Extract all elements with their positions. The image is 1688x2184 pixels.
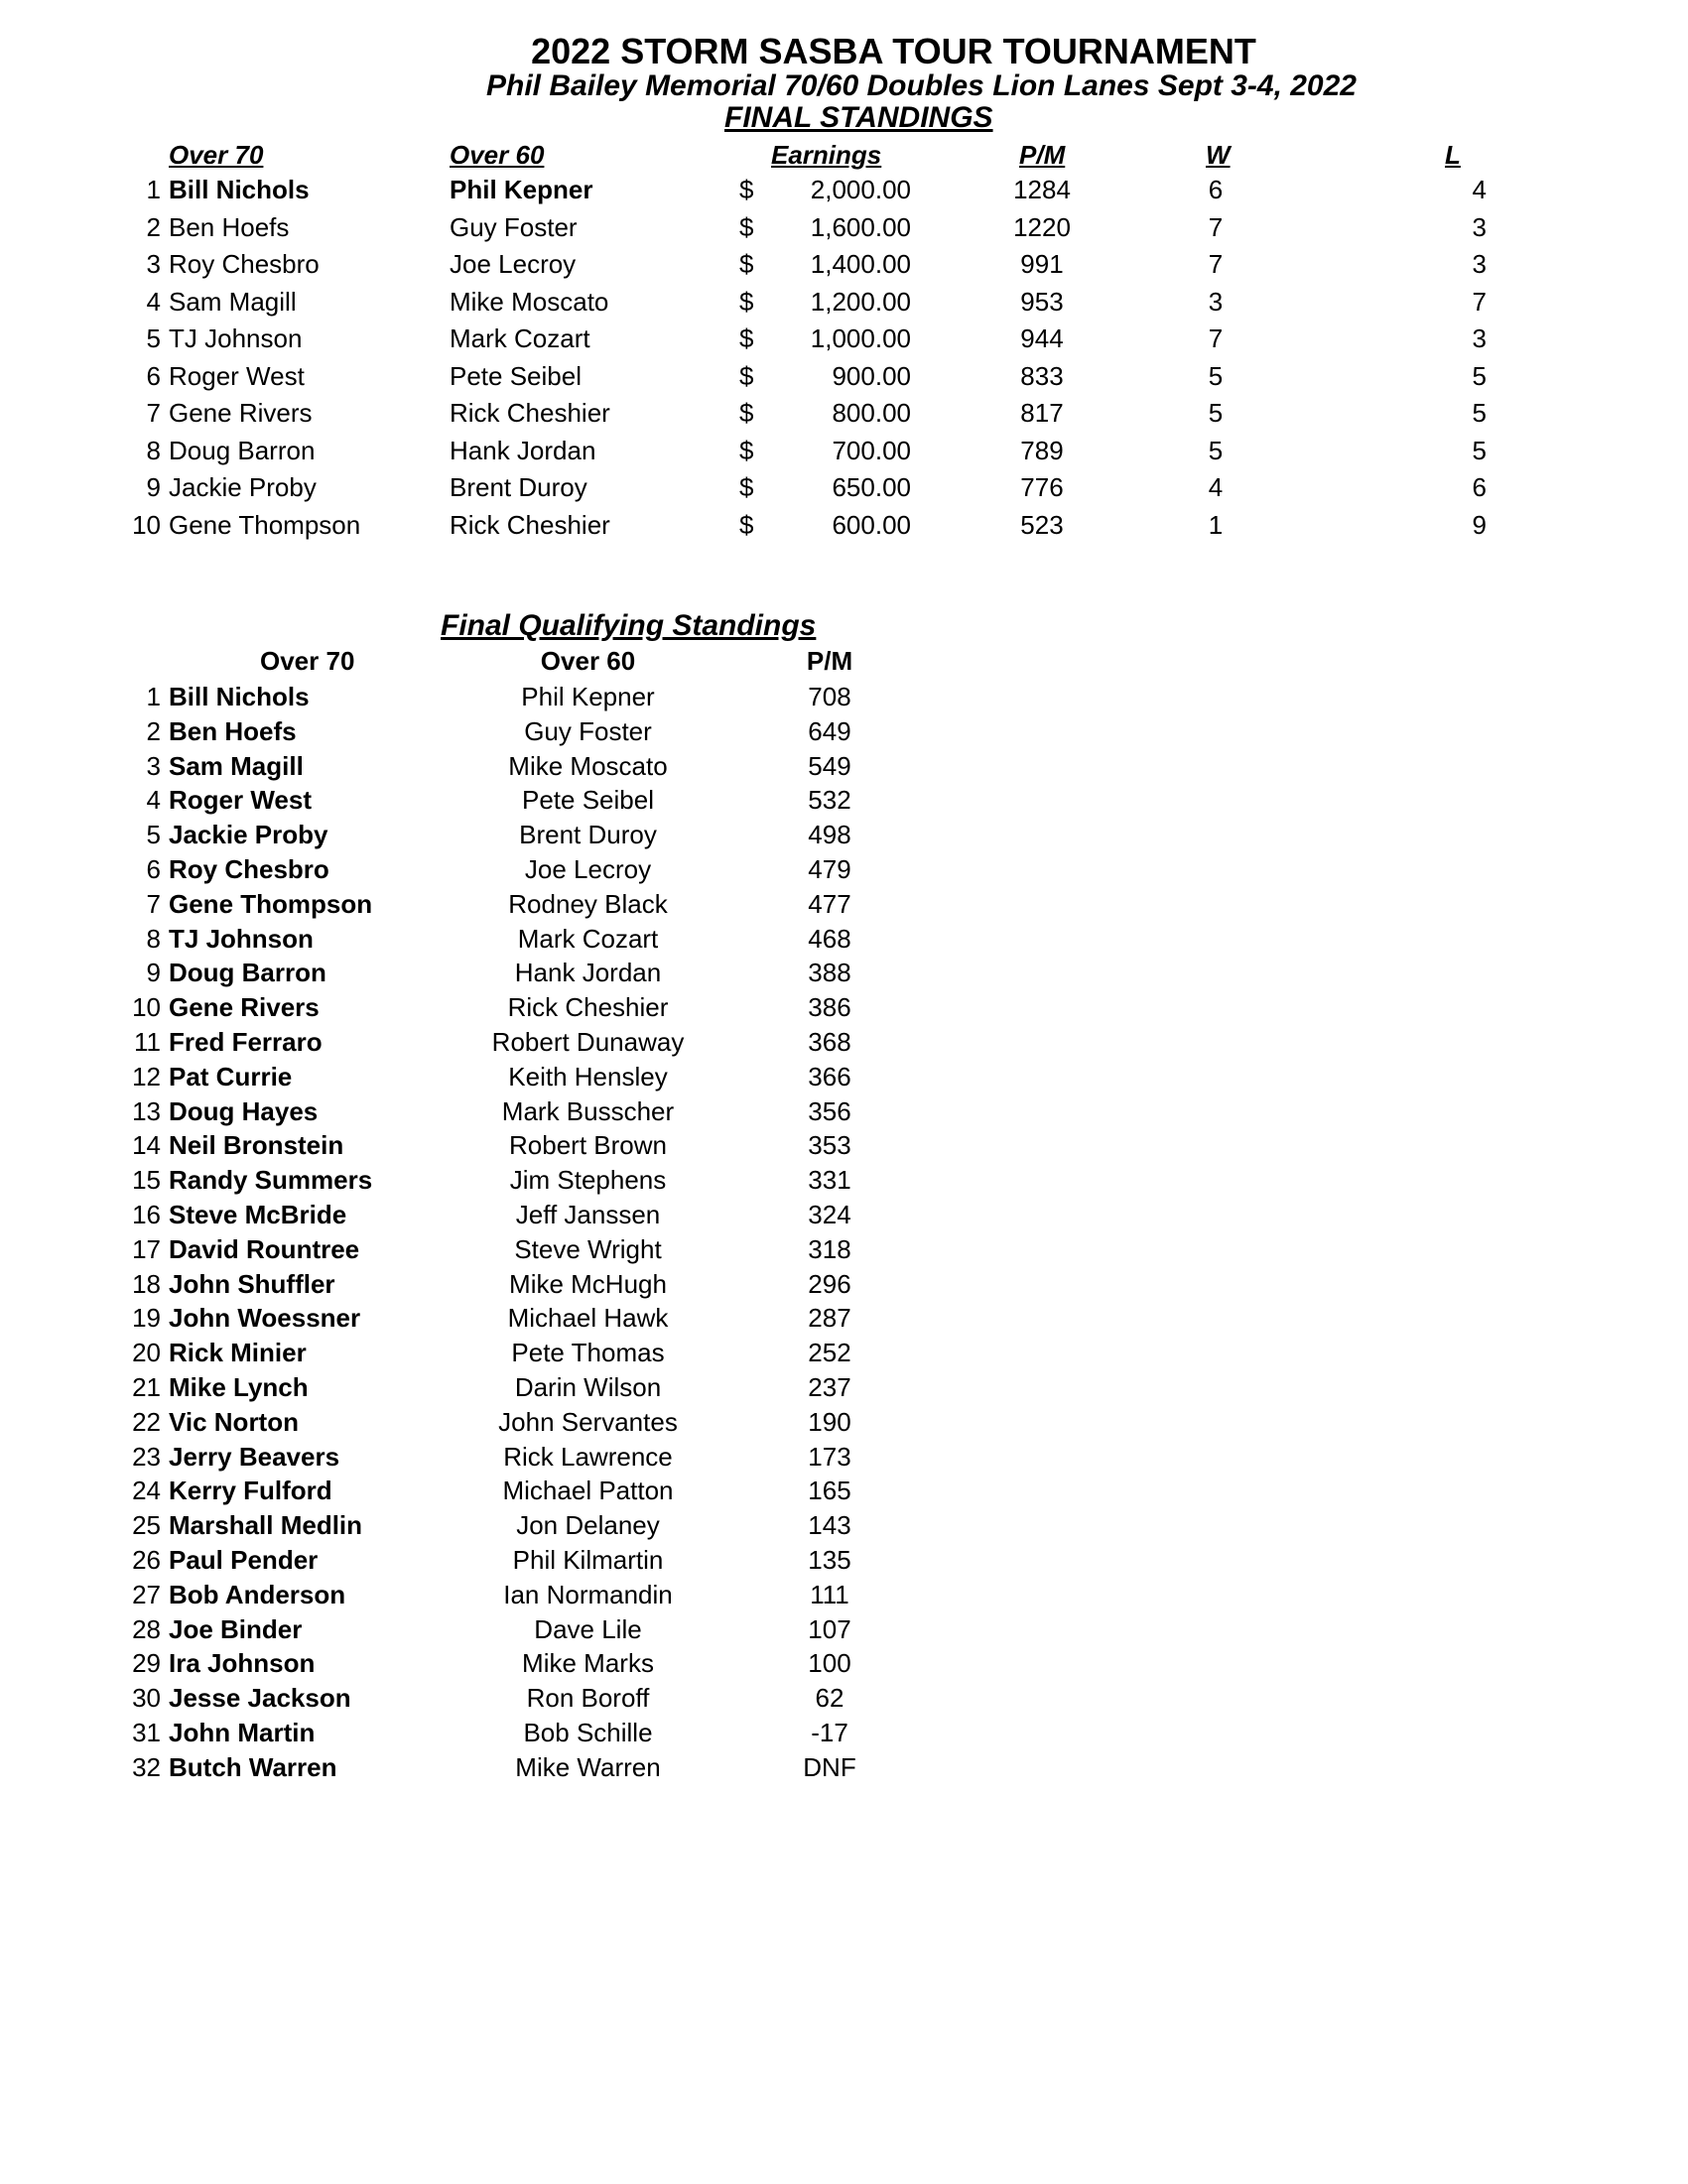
over70-cell: Sam Magill bbox=[169, 286, 297, 317]
table-row bbox=[0, 1025, 893, 1060]
rank-cell: 31 bbox=[132, 1718, 161, 1747]
table-row bbox=[0, 714, 893, 749]
rank-cell: 12 bbox=[132, 1061, 161, 1092]
over70-cell: Joe Binder bbox=[169, 1613, 303, 1644]
over70-cell: Jesse Jackson bbox=[169, 1683, 351, 1714]
over60-cell: John Servantes bbox=[498, 1406, 678, 1437]
col-header-w: W bbox=[1206, 140, 1231, 170]
over70-cell: Kerry Fulford bbox=[169, 1476, 332, 1506]
pm-cell: 388 bbox=[808, 958, 851, 988]
over60-cell: Rick Cheshier bbox=[507, 992, 669, 1023]
q-col-header-over70: Over 70 bbox=[260, 646, 355, 676]
over60-cell: Hank Jordan bbox=[514, 958, 662, 988]
over60-cell: Jon Delaney bbox=[516, 1510, 660, 1541]
rank-cell: 8 bbox=[146, 435, 161, 465]
over70-cell: Bill Nichols bbox=[169, 175, 310, 204]
over70-cell: John Shuffler bbox=[169, 1268, 335, 1299]
rank-cell: 21 bbox=[132, 1372, 161, 1402]
rank-cell: 6 bbox=[146, 360, 161, 391]
table-row bbox=[0, 1750, 893, 1785]
pm-cell: 62 bbox=[815, 1683, 844, 1714]
final-standings-heading: FINAL STANDINGS bbox=[724, 101, 993, 134]
wins-cell: 5 bbox=[1208, 435, 1224, 465]
over60-cell: Rodney Black bbox=[508, 888, 668, 919]
currency-cell: $ bbox=[739, 398, 754, 428]
rank-cell: 28 bbox=[132, 1613, 161, 1644]
over70-cell: Marshall Medlin bbox=[169, 1510, 363, 1541]
table-row bbox=[0, 1474, 893, 1508]
over70-cell: Sam Magill bbox=[169, 750, 304, 781]
over60-cell: Dave Lile bbox=[534, 1613, 642, 1644]
over70-cell: Fred Ferraro bbox=[169, 1027, 323, 1057]
over60-cell: Pete Thomas bbox=[511, 1338, 665, 1368]
rank-cell: 19 bbox=[132, 1303, 161, 1334]
over70-cell: Bob Anderson bbox=[169, 1579, 346, 1609]
table-row bbox=[0, 1336, 893, 1370]
over70-cell: Gene Thompson bbox=[169, 888, 373, 919]
pm-cell: 111 bbox=[810, 1579, 849, 1609]
pm-cell: 532 bbox=[808, 785, 851, 816]
rank-cell: 25 bbox=[132, 1510, 161, 1541]
rank-cell: 14 bbox=[132, 1130, 161, 1161]
over60-cell: Mark Busscher bbox=[501, 1095, 675, 1126]
rank-cell: 26 bbox=[132, 1545, 161, 1575]
rank-cell: 3 bbox=[146, 249, 161, 279]
over70-cell: Rick Minier bbox=[169, 1338, 307, 1368]
currency-cell: $ bbox=[739, 323, 754, 353]
pm-cell: 173 bbox=[808, 1441, 851, 1472]
wins-cell: 7 bbox=[1208, 323, 1224, 353]
wins-cell: 6 bbox=[1208, 175, 1224, 204]
over60-cell: Brent Duroy bbox=[450, 472, 587, 502]
pm-cell: 549 bbox=[808, 750, 851, 781]
q-col-header-pm: P/M bbox=[806, 646, 853, 676]
losses-cell: 3 bbox=[1472, 211, 1487, 242]
over70-cell: Doug Barron bbox=[169, 435, 316, 465]
pm-cell: 356 bbox=[808, 1095, 851, 1126]
over70-cell: Randy Summers bbox=[169, 1165, 373, 1196]
col-header-over70: Over 70 bbox=[169, 140, 264, 170]
table-row bbox=[0, 1163, 893, 1198]
losses-cell: 5 bbox=[1472, 360, 1487, 391]
over70-cell: John Woessner bbox=[169, 1303, 361, 1334]
pm-cell: 833 bbox=[1020, 360, 1064, 391]
rank-cell: 7 bbox=[146, 398, 161, 428]
over60-cell: Ron Boroff bbox=[526, 1683, 650, 1714]
earnings-cell: 650.00 bbox=[832, 472, 911, 502]
losses-cell: 3 bbox=[1472, 323, 1487, 353]
rank-cell: 7 bbox=[146, 888, 161, 919]
earnings-cell: 2,000.00 bbox=[810, 175, 911, 204]
wins-cell: 5 bbox=[1208, 398, 1224, 428]
currency-cell: $ bbox=[739, 211, 754, 242]
over70-cell: John Martin bbox=[169, 1718, 316, 1747]
over70-cell: Jackie Proby bbox=[169, 820, 328, 850]
over60-cell: Brent Duroy bbox=[519, 820, 657, 850]
rank-cell: 23 bbox=[132, 1441, 161, 1472]
pm-cell: 498 bbox=[808, 820, 851, 850]
pm-cell: 368 bbox=[808, 1027, 851, 1057]
rank-cell: 10 bbox=[132, 509, 161, 540]
wins-cell: 4 bbox=[1208, 472, 1224, 502]
table-row bbox=[0, 990, 893, 1025]
table-row bbox=[0, 1267, 893, 1302]
table-row bbox=[0, 887, 893, 922]
pm-cell: 100 bbox=[808, 1648, 851, 1679]
currency-cell: $ bbox=[739, 175, 754, 204]
table-row bbox=[0, 1232, 893, 1267]
table-row bbox=[0, 395, 1688, 433]
col-header-l: L bbox=[1445, 140, 1461, 170]
wins-cell: 7 bbox=[1208, 211, 1224, 242]
pm-cell: 252 bbox=[808, 1338, 851, 1368]
over60-cell: Steve Wright bbox=[514, 1233, 662, 1264]
over70-cell: Ira Johnson bbox=[169, 1648, 316, 1679]
table-row bbox=[0, 749, 893, 784]
over60-cell: Michael Hawk bbox=[507, 1303, 669, 1334]
pm-cell: 165 bbox=[808, 1476, 851, 1506]
table-row bbox=[0, 1301, 893, 1336]
over60-cell: Joe Lecroy bbox=[524, 854, 652, 884]
table-row bbox=[0, 172, 1688, 209]
table-row bbox=[0, 284, 1688, 321]
pm-cell: 817 bbox=[1020, 398, 1064, 428]
over60-cell: Keith Hensley bbox=[508, 1061, 668, 1092]
rank-cell: 32 bbox=[132, 1751, 161, 1782]
rank-cell: 30 bbox=[132, 1683, 161, 1714]
pm-cell: 135 bbox=[808, 1545, 851, 1575]
pm-cell: 237 bbox=[808, 1372, 851, 1402]
rank-cell: 15 bbox=[132, 1165, 161, 1196]
over70-cell: TJ Johnson bbox=[169, 923, 314, 954]
over60-cell: Joe Lecroy bbox=[450, 249, 577, 279]
table-row bbox=[0, 1198, 893, 1232]
over60-cell: Mike Moscato bbox=[508, 750, 668, 781]
rank-cell: 2 bbox=[146, 211, 161, 242]
losses-cell: 5 bbox=[1472, 435, 1487, 465]
over70-cell: Neil Bronstein bbox=[169, 1130, 344, 1161]
over60-cell: Michael Patton bbox=[502, 1476, 674, 1506]
table-row bbox=[0, 1543, 893, 1578]
rank-cell: 6 bbox=[146, 854, 161, 884]
earnings-cell: 1,000.00 bbox=[810, 323, 911, 353]
table-row bbox=[0, 1646, 893, 1681]
over70-cell: Roy Chesbro bbox=[169, 249, 320, 279]
rank-cell: 22 bbox=[132, 1406, 161, 1437]
over60-cell: Robert Dunaway bbox=[491, 1027, 685, 1057]
table-row bbox=[0, 852, 893, 887]
over70-cell: Roger West bbox=[169, 360, 305, 391]
wins-cell: 1 bbox=[1208, 509, 1224, 540]
over60-cell: Hank Jordan bbox=[450, 435, 596, 465]
over70-cell: Paul Pender bbox=[169, 1545, 319, 1575]
pm-cell: 353 bbox=[808, 1130, 851, 1161]
rank-cell: 17 bbox=[132, 1233, 161, 1264]
table-row bbox=[0, 433, 1688, 470]
losses-cell: 7 bbox=[1472, 286, 1487, 317]
rank-cell: 5 bbox=[146, 820, 161, 850]
pm-cell: 190 bbox=[808, 1406, 851, 1437]
currency-cell: $ bbox=[739, 472, 754, 502]
over70-cell: Ben Hoefs bbox=[169, 211, 290, 242]
q-col-header-over60: Over 60 bbox=[540, 646, 636, 676]
pm-cell: 1284 bbox=[1013, 175, 1071, 204]
currency-cell: $ bbox=[739, 435, 754, 465]
table-row bbox=[0, 783, 893, 818]
over70-cell: Roy Chesbro bbox=[169, 854, 329, 884]
pm-cell: 649 bbox=[808, 715, 851, 746]
currency-cell: $ bbox=[739, 509, 754, 540]
table-row bbox=[0, 321, 1688, 358]
table-row bbox=[0, 680, 893, 714]
table-row bbox=[0, 1060, 893, 1094]
over70-cell: Gene Rivers bbox=[169, 398, 313, 428]
col-header-earnings: Earnings bbox=[771, 140, 882, 170]
earnings-cell: 1,400.00 bbox=[810, 249, 911, 279]
pm-cell: 953 bbox=[1020, 286, 1064, 317]
earnings-cell: 900.00 bbox=[832, 360, 911, 391]
pm-cell: 318 bbox=[808, 1233, 851, 1264]
over70-cell: Bill Nichols bbox=[169, 682, 310, 711]
rank-cell: 20 bbox=[132, 1338, 161, 1368]
rank-cell: 9 bbox=[146, 958, 161, 988]
over70-cell: Roger West bbox=[169, 785, 312, 816]
earnings-cell: 1,200.00 bbox=[810, 286, 911, 317]
rank-cell: 27 bbox=[132, 1579, 161, 1609]
table-row bbox=[0, 358, 1688, 396]
over60-cell: Mike McHugh bbox=[509, 1268, 667, 1299]
over60-cell: Guy Foster bbox=[450, 211, 578, 242]
pm-cell: 143 bbox=[808, 1510, 851, 1541]
pm-cell: 386 bbox=[808, 992, 851, 1023]
over70-cell: Doug Hayes bbox=[169, 1095, 319, 1126]
pm-cell: 287 bbox=[808, 1303, 851, 1334]
pm-cell: 523 bbox=[1020, 509, 1064, 540]
table-row bbox=[0, 818, 893, 852]
earnings-cell: 800.00 bbox=[832, 398, 911, 428]
over70-cell: Mike Lynch bbox=[169, 1372, 309, 1402]
pm-cell: 708 bbox=[808, 682, 851, 711]
earnings-cell: 600.00 bbox=[832, 509, 911, 540]
losses-cell: 3 bbox=[1472, 249, 1487, 279]
currency-cell: $ bbox=[739, 360, 754, 391]
rank-cell: 11 bbox=[134, 1027, 161, 1057]
page-subtitle: Phil Bailey Memorial 70/60 Doubles Lion Lanes Sept 3-4, 2022 bbox=[486, 69, 1357, 102]
wins-cell: 5 bbox=[1208, 360, 1224, 391]
table-row bbox=[0, 922, 893, 957]
pm-cell: 479 bbox=[808, 854, 851, 884]
pm-cell: 477 bbox=[808, 888, 851, 919]
wins-cell: 7 bbox=[1208, 249, 1224, 279]
table-row bbox=[0, 956, 893, 990]
rank-cell: 24 bbox=[132, 1476, 161, 1506]
over60-cell: Pete Seibel bbox=[522, 785, 654, 816]
over60-cell: Ian Normandin bbox=[503, 1579, 673, 1609]
rank-cell: 2 bbox=[146, 715, 161, 746]
rank-cell: 4 bbox=[146, 785, 161, 816]
over60-cell: Rick Cheshier bbox=[450, 398, 610, 428]
over70-cell: Jerry Beavers bbox=[169, 1441, 340, 1472]
pm-cell: 468 bbox=[808, 923, 851, 954]
wins-cell: 3 bbox=[1208, 286, 1224, 317]
over60-cell: Robert Brown bbox=[509, 1130, 667, 1161]
pm-cell: 991 bbox=[1020, 249, 1064, 279]
table-row bbox=[0, 1612, 893, 1647]
over60-cell: Guy Foster bbox=[524, 715, 652, 746]
over70-cell: David Rountree bbox=[169, 1233, 360, 1264]
rank-cell: 18 bbox=[132, 1268, 161, 1299]
over60-cell: Pete Seibel bbox=[450, 360, 582, 391]
over60-cell: Bob Schille bbox=[523, 1718, 653, 1747]
col-header-pm: P/M bbox=[1019, 140, 1066, 170]
over60-cell: Phil Kilmartin bbox=[512, 1545, 664, 1575]
currency-cell: $ bbox=[739, 249, 754, 279]
rank-cell: 3 bbox=[146, 750, 161, 781]
table-row bbox=[0, 209, 1688, 247]
over60-cell: Mark Cozart bbox=[517, 923, 659, 954]
over70-cell: Steve McBride bbox=[169, 1200, 347, 1229]
rank-cell: 16 bbox=[132, 1200, 161, 1229]
rank-cell: 5 bbox=[146, 323, 161, 353]
over60-cell: Mark Cozart bbox=[450, 323, 590, 353]
over60-cell: Phil Kepner bbox=[521, 682, 655, 711]
table-row bbox=[0, 1405, 893, 1440]
over60-cell: Darin Wilson bbox=[514, 1372, 662, 1402]
rank-cell: 9 bbox=[146, 472, 161, 502]
over60-cell: Jim Stephens bbox=[509, 1165, 667, 1196]
pm-cell: -17 bbox=[811, 1718, 848, 1747]
losses-cell: 5 bbox=[1472, 398, 1487, 428]
page-title: 2022 STORM SASBA TOUR TOURNAMENT bbox=[531, 31, 1256, 71]
table-row bbox=[0, 1440, 893, 1475]
table-row bbox=[0, 1370, 893, 1405]
table-row bbox=[0, 1094, 893, 1129]
earnings-cell: 700.00 bbox=[832, 435, 911, 465]
over70-cell: Gene Rivers bbox=[169, 992, 320, 1023]
over70-cell: Ben Hoefs bbox=[169, 715, 297, 746]
pm-cell: 107 bbox=[808, 1613, 851, 1644]
over60-cell: Mike Moscato bbox=[450, 286, 609, 317]
rank-cell: 1 bbox=[146, 175, 161, 204]
pm-cell: 776 bbox=[1020, 472, 1064, 502]
losses-cell: 4 bbox=[1472, 175, 1487, 204]
table-row bbox=[0, 1508, 893, 1543]
pm-cell: DNF bbox=[803, 1751, 856, 1782]
rank-cell: 13 bbox=[132, 1095, 161, 1126]
over60-cell: Mike Marks bbox=[522, 1648, 654, 1679]
pm-cell: 324 bbox=[808, 1200, 851, 1229]
table-row bbox=[0, 469, 1688, 507]
losses-cell: 6 bbox=[1472, 472, 1487, 502]
pm-cell: 1220 bbox=[1013, 211, 1071, 242]
table-row bbox=[0, 1128, 893, 1163]
over60-cell: Mike Warren bbox=[515, 1751, 661, 1782]
over70-cell: TJ Johnson bbox=[169, 323, 303, 353]
pm-cell: 331 bbox=[808, 1165, 851, 1196]
table-row bbox=[0, 1578, 893, 1612]
currency-cell: $ bbox=[739, 286, 754, 317]
losses-cell: 9 bbox=[1472, 509, 1487, 540]
earnings-cell: 1,600.00 bbox=[810, 211, 911, 242]
table-row bbox=[0, 246, 1688, 284]
rank-cell: 1 bbox=[146, 682, 161, 711]
over60-cell: Rick Lawrence bbox=[503, 1441, 673, 1472]
rank-cell: 29 bbox=[132, 1648, 161, 1679]
qualifying-standings-heading: Final Qualifying Standings bbox=[441, 609, 817, 642]
rank-cell: 8 bbox=[146, 923, 161, 954]
rank-cell: 10 bbox=[132, 992, 161, 1023]
over70-cell: Gene Thompson bbox=[169, 509, 361, 540]
col-header-over60: Over 60 bbox=[450, 140, 545, 170]
over70-cell: Doug Barron bbox=[169, 958, 326, 988]
pm-cell: 296 bbox=[808, 1268, 851, 1299]
table-row bbox=[0, 507, 1688, 545]
over70-cell: Vic Norton bbox=[169, 1406, 299, 1437]
table-row bbox=[0, 1716, 893, 1750]
over60-cell: Jeff Janssen bbox=[515, 1200, 661, 1229]
over60-cell: Rick Cheshier bbox=[450, 509, 610, 540]
pm-cell: 789 bbox=[1020, 435, 1064, 465]
rank-cell: 4 bbox=[146, 286, 161, 317]
pm-cell: 366 bbox=[808, 1061, 851, 1092]
table-row bbox=[0, 1681, 893, 1716]
pm-cell: 944 bbox=[1020, 323, 1064, 353]
over70-cell: Pat Currie bbox=[169, 1061, 293, 1092]
over70-cell: Jackie Proby bbox=[169, 472, 317, 502]
over70-cell: Butch Warren bbox=[169, 1751, 337, 1782]
over60-cell: Phil Kepner bbox=[450, 175, 593, 204]
